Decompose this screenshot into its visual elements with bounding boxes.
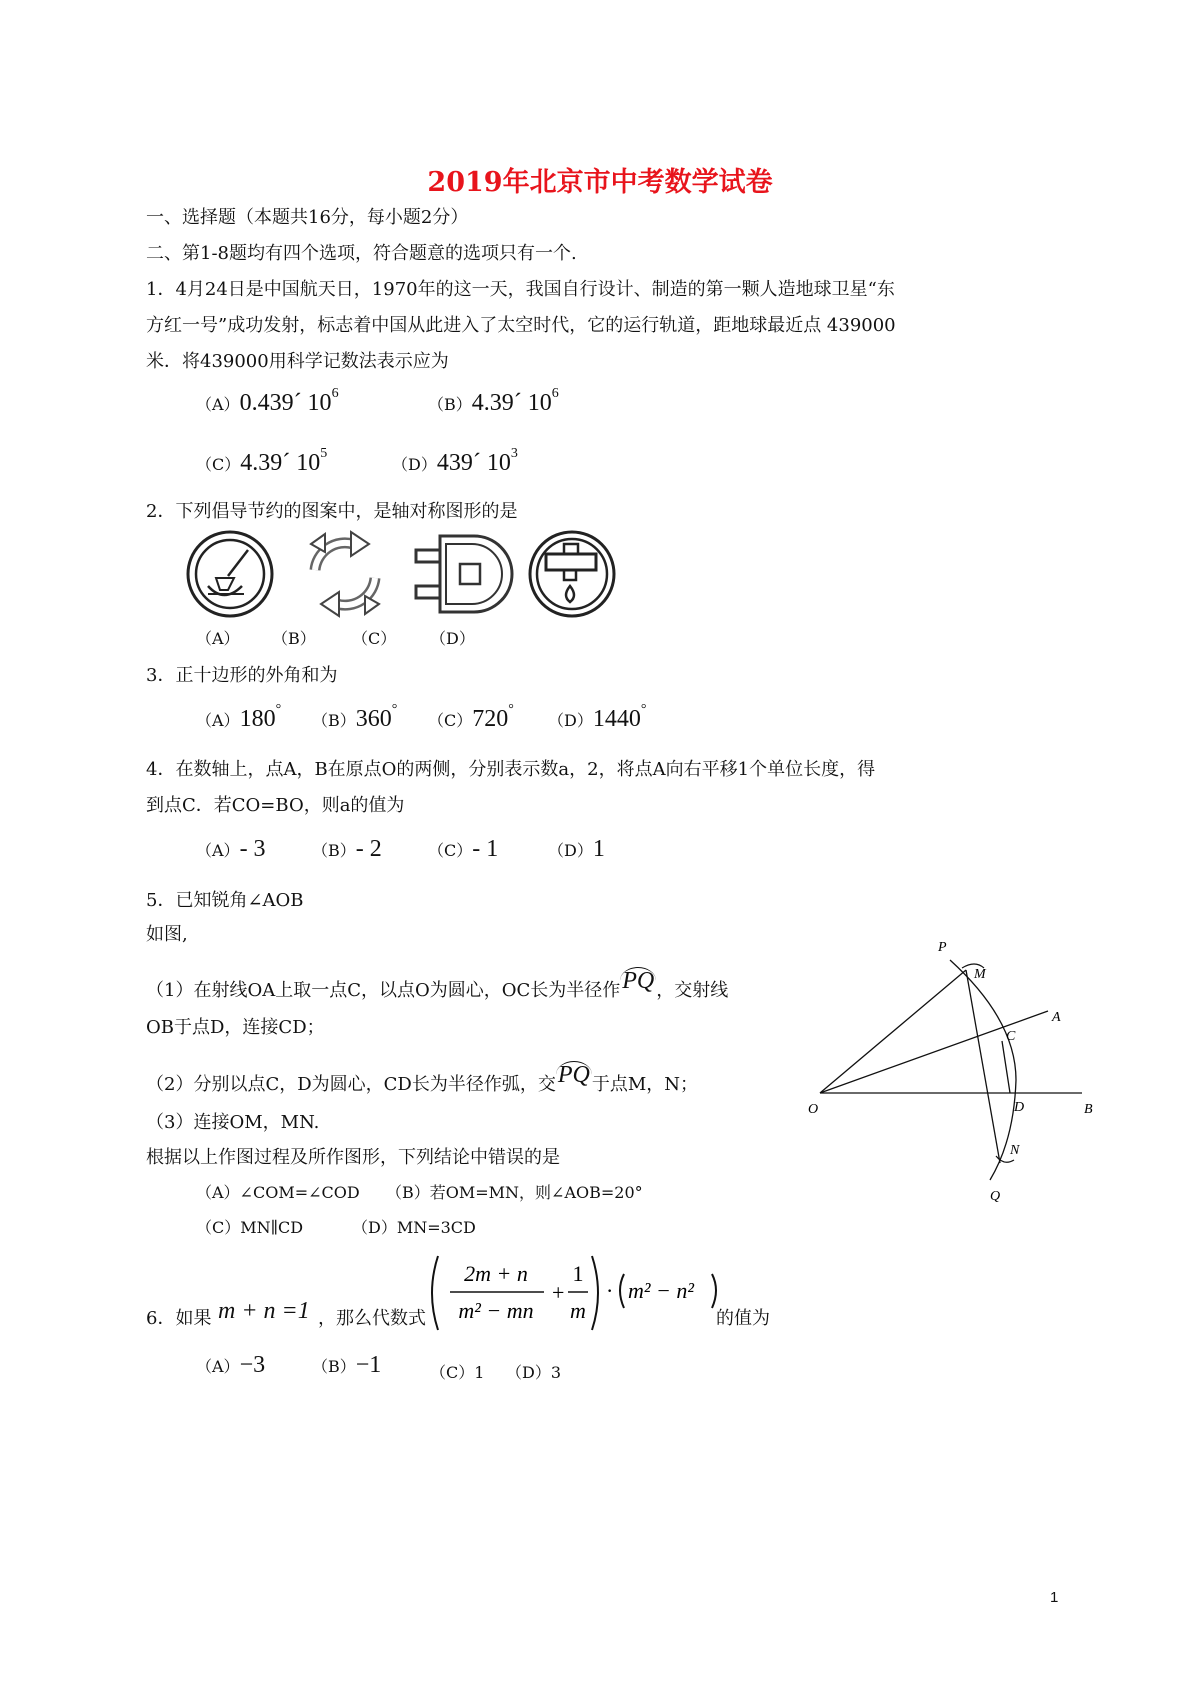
arc-pq: PQ [622, 968, 655, 994]
q6-condition: m + n =1 [218, 1298, 310, 1324]
symbol-c-plug-icon[interactable] [416, 536, 512, 612]
q5-step-2: （2）分别以点C，D为圆心，CD长为半径作弧，交PQ 于点M，N； [146, 1062, 699, 1095]
segment-cd [1002, 1041, 1010, 1093]
q6-mid: ，那么代数式 [318, 1308, 426, 1329]
q6-option-a[interactable]: （A）−3 [196, 1352, 266, 1378]
plus-sign: + [552, 1280, 565, 1305]
label-q: Q [990, 1189, 1001, 1204]
section-heading-2: 二、第1-8题均有四个选项，符合题意的选项只有一个. [146, 243, 577, 264]
q5-step-3: （3）连接OM，MN. [146, 1112, 320, 1133]
q1-line-3: 米．将439000用科学记数法表示应为 [146, 351, 449, 372]
q3-stem: 3．正十边形的外角和为 [146, 665, 338, 686]
label-p: P [938, 940, 947, 955]
q4-line-1: 4．在数轴上，点A，B在原点O的两侧，分别表示数a，2，将点A向右平移1个单位长度，得 [146, 759, 876, 780]
segment-mn [966, 970, 1000, 1163]
symbol-a-bowl-icon[interactable] [188, 532, 272, 616]
q5-stem: 5．已知锐角∠AOB [146, 890, 304, 911]
frac2-numerator: 1 [572, 1261, 584, 1286]
label-a: A [1052, 1010, 1061, 1025]
label-b: B [1084, 1102, 1093, 1117]
q6-prefix: 6．如果 [146, 1308, 212, 1329]
q5-question: 根据以上作图过程及所作图形，下列结论中错误的是 [146, 1147, 560, 1168]
q4-option-a[interactable]: （A）- 3 [196, 836, 266, 862]
label-c: C [1006, 1029, 1016, 1044]
label-m: M [974, 967, 986, 982]
q6-expression [428, 1250, 718, 1336]
section-heading-1: 一、选择题（本题共16分，每小题2分） [146, 207, 469, 228]
q1-option-b[interactable]: （B）4.39´ $10^6$ [428, 386, 559, 416]
q2-label-c: （C） [352, 629, 397, 648]
label-n: N [1010, 1143, 1020, 1158]
q5-step-1-cont: OB于点D，连接CD； [146, 1017, 325, 1038]
paren-left [432, 1256, 438, 1330]
page-number: 1 [1050, 1589, 1059, 1606]
q2-label-b: （B） [272, 629, 316, 648]
paren-right-2 [712, 1274, 716, 1308]
q3-option-a[interactable]: （A）180° [196, 702, 282, 732]
q3-option-b[interactable]: （B）360° [312, 702, 398, 732]
factor-expression: m² − n² [628, 1278, 694, 1303]
frac1-denominator: m² − mn [458, 1298, 534, 1323]
q6-option-c[interactable]: （C）1 [430, 1363, 485, 1382]
q4-line-2: 到点C．若CO=BO，则a的值为 [146, 795, 405, 816]
dot-operator: · [606, 1278, 614, 1303]
q3-option-d[interactable]: （D）1440° [548, 702, 647, 732]
paren-right [592, 1256, 598, 1330]
segment-om [820, 970, 966, 1093]
q2-symbol-figures [180, 528, 640, 620]
arc-pq-2: PQ [557, 1062, 590, 1088]
q1-option-d[interactable]: （D）439´ $10^3$ [392, 446, 518, 476]
label-d: D [1014, 1100, 1025, 1115]
q5-figure-ref: 如图, [146, 924, 188, 945]
frac2-denominator: m [570, 1298, 586, 1323]
page-title: 2019年北京市中考数学试卷 [427, 167, 773, 198]
q5-step-1: （1）在射线OA上取一点C，以点O为圆心，OC长为半径作PQ ，交射线 [146, 968, 729, 1001]
symbol-b-recycle-icon[interactable] [311, 532, 379, 616]
ray-oa [820, 1011, 1048, 1093]
paren-left-2 [620, 1274, 624, 1308]
q2-stem: 2．下列倡导节约的图案中，是轴对称图形的是 [146, 501, 518, 522]
q4-option-b[interactable]: （B）- 2 [312, 836, 382, 862]
q2-label-a: （A） [196, 629, 240, 648]
q3-option-c[interactable]: （C）720° [428, 702, 514, 732]
q1-option-c[interactable]: （C）4.39´ $10^5$ [196, 446, 328, 476]
q5-option-a[interactable]: （A）∠COM=∠COD [196, 1183, 360, 1202]
q5-geometry-figure [800, 930, 1120, 1210]
q1-option-a[interactable]: （A）0.439´ $10^6$ [196, 386, 339, 416]
symbol-d-faucet-icon[interactable] [530, 532, 614, 616]
q5-option-c[interactable]: （C）MN∥CD [196, 1218, 304, 1237]
q5-option-d[interactable]: （D）MN=3CD [352, 1218, 476, 1237]
q1-line-1: 1．4月24日是中国航天日，1970年的这一天，我国自行设计、制造的第一颗人造地球卫星“东 [146, 279, 895, 300]
q6-option-b[interactable]: （B）−1 [312, 1352, 382, 1378]
q1-line-2: 方红一号”成功发射，标志着中国从此进入了太空时代，它的运行轨道，距地球最近点 439000 [146, 315, 896, 336]
q6-suffix: 的值为 [716, 1308, 770, 1329]
q2-label-d: （D） [430, 629, 475, 648]
label-o: O [808, 1102, 819, 1117]
frac1-numerator: 2m + n [464, 1261, 528, 1286]
q4-option-d[interactable]: （D）1 [548, 836, 605, 862]
q4-option-c[interactable]: （C）- 1 [428, 836, 499, 862]
q6-option-d[interactable]: （D）3 [506, 1363, 562, 1382]
q5-option-b[interactable]: （B）若OM=MN，则∠AOB=20° [386, 1183, 643, 1202]
